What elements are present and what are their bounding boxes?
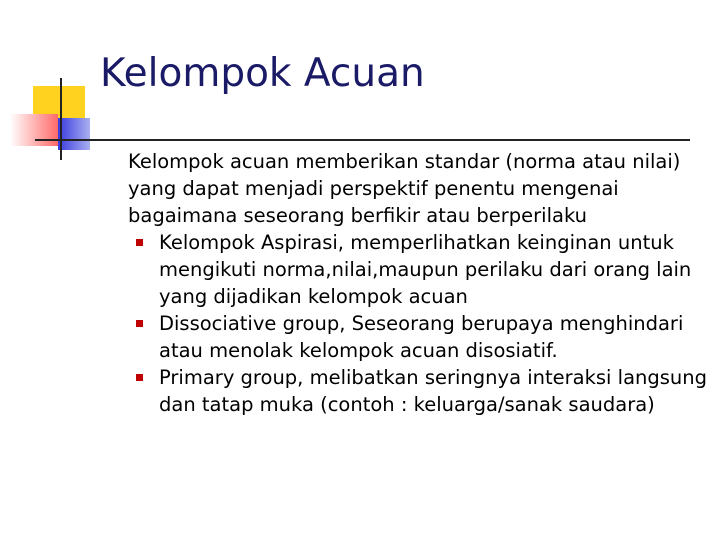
list-item <box>128 229 708 310</box>
bullet-text: Kelompok Aspirasi, memperlihatkan keinginan untuk mengikuti norma,nilai,maupun perilaku dari orang lain yang dijadikan kelompok acuan <box>159 231 692 308</box>
slide-body <box>128 148 708 418</box>
decor-red-square <box>10 114 58 146</box>
red-square-bullet-icon <box>136 239 143 246</box>
red-square-bullet-icon <box>136 320 143 327</box>
bullet-list <box>128 229 708 418</box>
slide-title: Kelompok Acuan <box>100 51 425 96</box>
red-square-bullet-icon <box>136 374 143 381</box>
list-item <box>128 310 708 364</box>
bullet-text: Primary group, melibatkan seringnya interaksi langsung dan tatap muka (contoh : keluarga/sanak saudara) <box>159 366 708 416</box>
decor-blue-square <box>58 118 90 150</box>
list-item <box>128 364 708 418</box>
bullet-text: Dissociative group, Seseorang berupaya menghindari atau menolak kelompok acuan disosiatif. <box>159 312 684 362</box>
intro-paragraph: Kelompok acuan memberikan standar (norma atau nilai) yang dapat menjadi perspektif penentu mengenai bagaimana seseorang berfikir atau berperilaku <box>128 150 681 227</box>
